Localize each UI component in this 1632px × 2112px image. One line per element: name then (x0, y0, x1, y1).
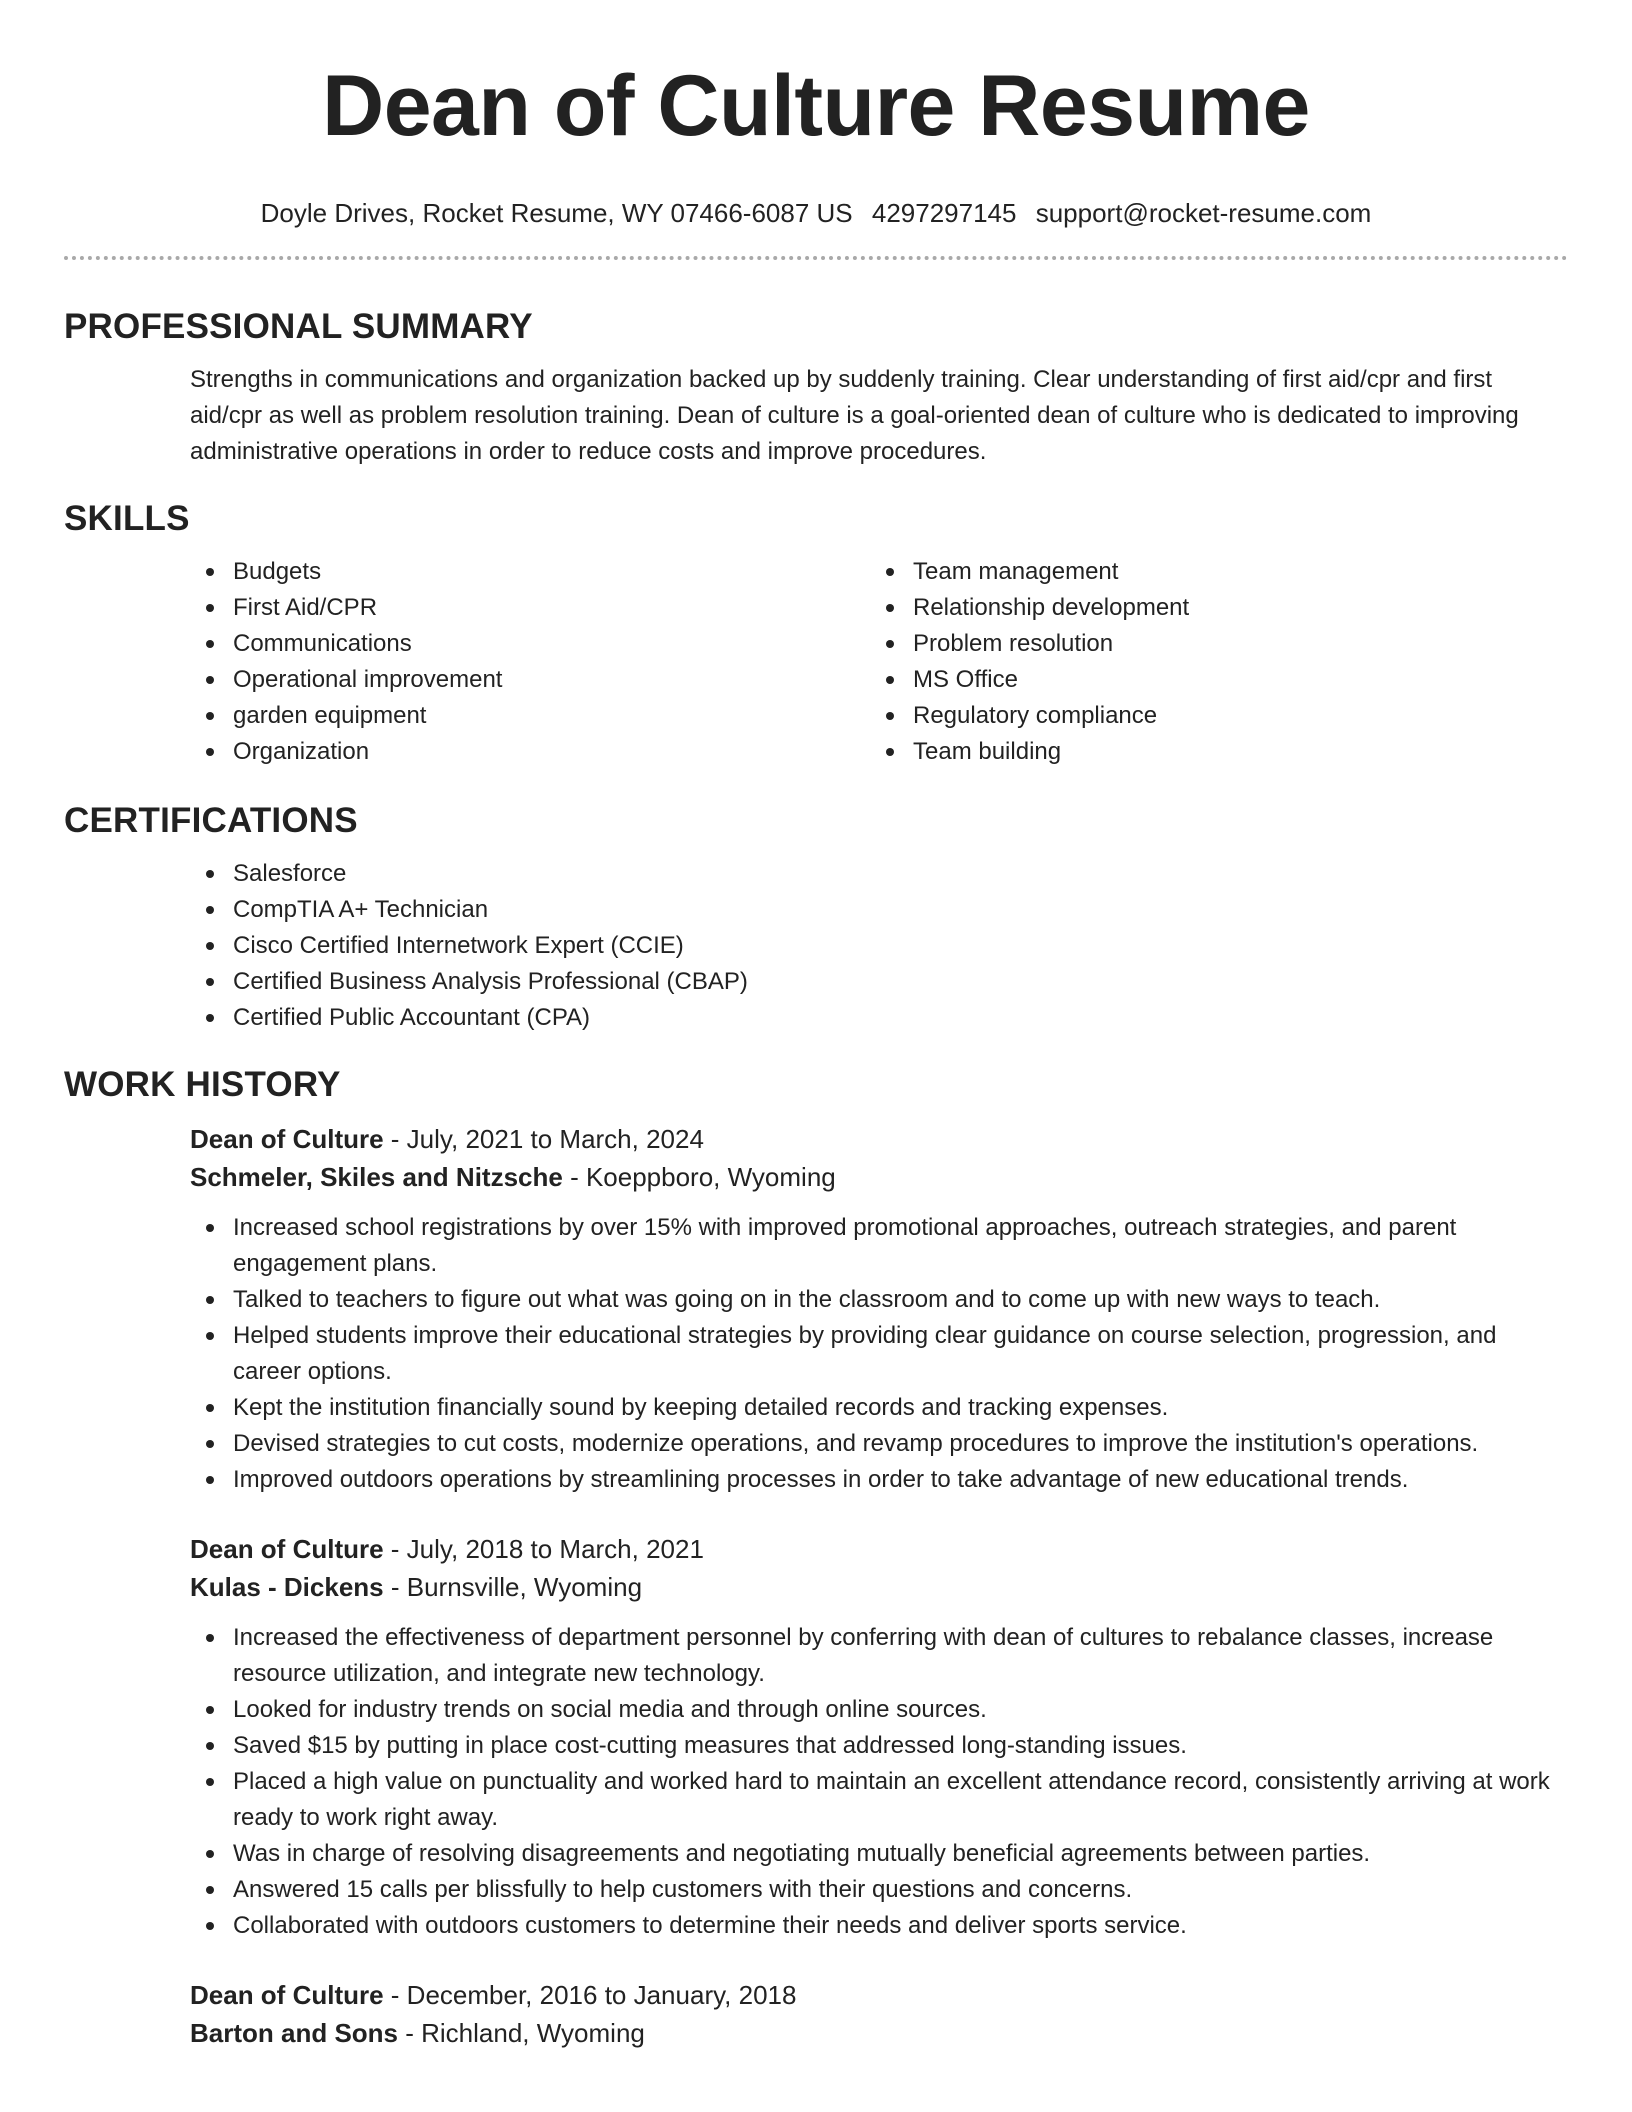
job-bullet: Answered 15 calls per blissfully to help customers with their questions and concerns. (190, 1872, 1568, 1908)
job-bullets (190, 1620, 1568, 1944)
job-company-line (190, 2014, 1568, 2052)
job-bullet: Helped students improve their educational strategies by providing clear guidance on course selection, progression, and career options. (190, 1318, 1568, 1390)
job-bullet: Increased the effectiveness of department personnel by conferring with dean of cultures to rebalance classes, increase resource utilization, and integrate new technology. (190, 1620, 1568, 1692)
job-dates: - December, 2016 to January, 2018 (383, 1980, 797, 2010)
job-title: Dean of Culture (190, 1534, 384, 1564)
skill-item: Organization (190, 734, 870, 770)
resume-page (64, 0, 1568, 2052)
job-bullets (190, 1210, 1568, 1498)
job-entry (190, 1976, 1568, 2052)
job-bullet: Looked for industry trends on social media and through online sources. (190, 1692, 1568, 1728)
job-title-line (190, 1976, 1568, 2014)
job-bullet: Saved $15 by putting in place cost-cutting measures that addressed long-standing issues. (190, 1728, 1568, 1764)
job-dates: - July, 2021 to March, 2024 (383, 1124, 704, 1154)
certifications-heading: CERTIFICATIONS (64, 801, 358, 840)
job-dates: - July, 2018 to March, 2021 (383, 1534, 704, 1564)
skill-item: First Aid/CPR (190, 590, 870, 626)
job-company: Schmeler, Skiles and Nitzsche (190, 1162, 563, 1192)
job-bullet: Increased school registrations by over 15% with improved promotional approaches, outreach strategies, and parent engagement plans. (190, 1210, 1568, 1282)
job-company-line (190, 1158, 1568, 1196)
contact-phone: 4297297145 (871, 198, 1017, 228)
skill-item: Team building (870, 734, 1550, 770)
job-company: Kulas - Dickens (190, 1572, 384, 1602)
skill-item: Communications (190, 626, 870, 662)
certification-item: Cisco Certified Internetwork Expert (CCIE) (190, 928, 1568, 964)
job-bullet: Devised strategies to cut costs, modernize operations, and revamp procedures to improve the institution's operations. (190, 1426, 1568, 1462)
skill-item: Regulatory compliance (870, 698, 1550, 734)
contact-email: support@rocket-resume.com (1035, 198, 1372, 228)
job-title-line (190, 1530, 1568, 1568)
summary-heading: PROFESSIONAL SUMMARY (64, 307, 533, 346)
job-location: - Burnsville, Wyoming (383, 1572, 643, 1602)
skill-item: Budgets (190, 554, 870, 590)
skill-item: Operational improvement (190, 662, 870, 698)
job-bullet: Placed a high value on punctuality and worked hard to maintain an excellent attendance record, consistently arriving at work ready to work right away. (190, 1764, 1568, 1836)
job-bullet: Kept the institution financially sound by keeping detailed records and tracking expenses. (190, 1390, 1568, 1426)
job-location: - Richland, Wyoming (398, 2018, 645, 2048)
certification-item: Salesforce (190, 856, 1568, 892)
skill-item: MS Office (870, 662, 1550, 698)
skill-item: garden equipment (190, 698, 870, 734)
skills-heading: SKILLS (64, 499, 190, 538)
skills-column-right (870, 554, 1550, 770)
job-entry (190, 1530, 1568, 1944)
job-location: - Koeppboro, Wyoming (562, 1162, 836, 1192)
summary-text: Strengths in communications and organization backed up by suddenly training. Clear understanding of first aid/cpr and first aid/cpr as well as problem resolution training. Dean of culture is a goal-oriented dean of culture who is dedicated to improving administrative operations in order to reduce costs and improve procedures. (190, 366, 1519, 465)
certification-item: CompTIA A+ Technician (190, 892, 1568, 928)
skills-column-left (190, 554, 870, 770)
skill-item: Team management (870, 554, 1550, 590)
header-divider (64, 256, 1568, 260)
job-title-line (190, 1120, 1568, 1158)
job-bullet: Was in charge of resolving disagreements and negotiating mutually beneficial agreements between parties. (190, 1836, 1568, 1872)
job-company: Barton and Sons (190, 2018, 399, 2048)
job-entry (190, 1120, 1568, 1498)
job-bullet: Talked to teachers to figure out what was going on in the classroom and to come up with new ways to teach. (190, 1282, 1568, 1318)
job-company-line (190, 1568, 1568, 1606)
certification-item: Certified Business Analysis Professional (CBAP) (190, 964, 1568, 1000)
contact-address: Doyle Drives, Rocket Resume, WY 07466-6087 US (260, 198, 853, 228)
resume-title: Dean of Culture Resume (322, 58, 1310, 154)
job-bullet: Collaborated with outdoors customers to determine their needs and deliver sports service. (190, 1908, 1568, 1944)
certification-item: Certified Public Accountant (CPA) (190, 1000, 1568, 1036)
job-title: Dean of Culture (190, 1124, 384, 1154)
job-bullet: Improved outdoors operations by streamlining processes in order to take advantage of new educational trends. (190, 1462, 1568, 1498)
certifications-list (190, 856, 1568, 1036)
contact-line (64, 196, 1568, 230)
job-title: Dean of Culture (190, 1980, 384, 2010)
skill-item: Problem resolution (870, 626, 1550, 662)
skill-item: Relationship development (870, 590, 1550, 626)
skills-list (190, 554, 1568, 770)
work-history-heading: WORK HISTORY (64, 1065, 341, 1104)
